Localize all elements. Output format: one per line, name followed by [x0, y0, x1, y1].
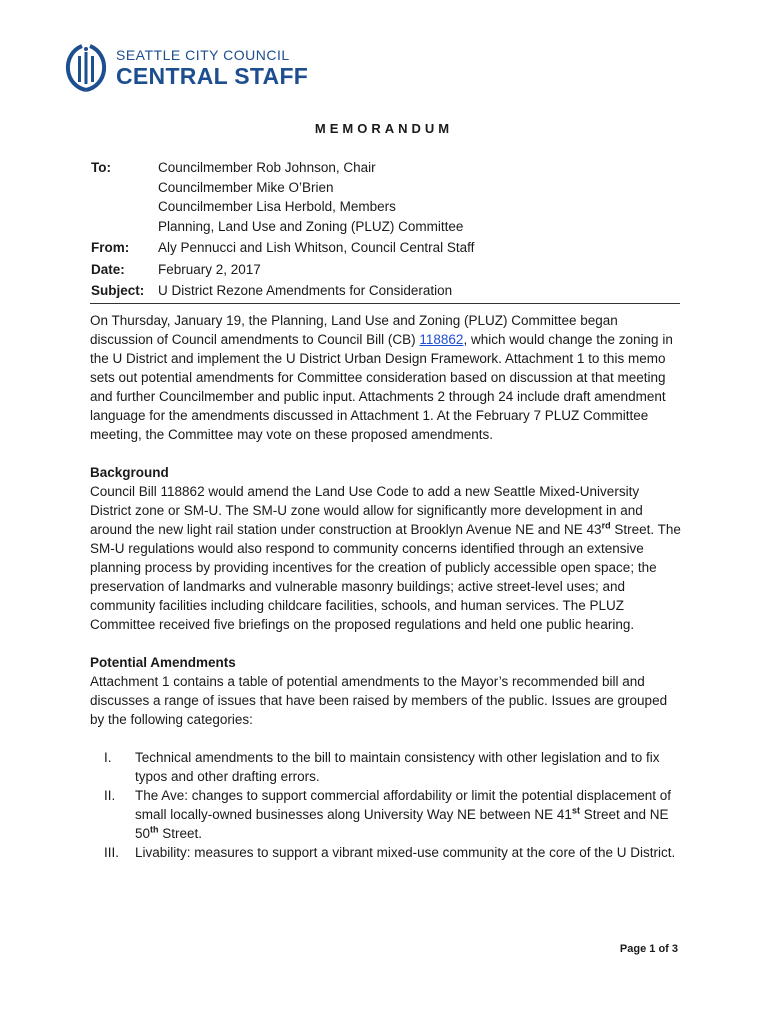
org-name-line1: SEATTLE CITY COUNCIL — [116, 47, 290, 63]
category-list — [90, 748, 682, 862]
to-line: Councilmember Rob Johnson, Chair — [158, 160, 376, 175]
list-text-part: Street. — [158, 826, 203, 841]
date-value: February 2, 2017 — [158, 261, 261, 277]
list-item — [90, 843, 682, 862]
from-label: From: — [91, 240, 130, 255]
ordinal-suffix: rd — [601, 520, 611, 531]
date-label: Date: — [91, 261, 125, 277]
header-divider — [90, 303, 680, 304]
background-paragraph — [90, 482, 682, 634]
subject-value: U District Rezone Amendments for Consideration — [158, 283, 453, 298]
amendments-paragraph: Attachment 1 contains a table of potential amendments to the Mayor’s recommended bill and discusses a range of issues that have been raised by members of the public. Issues are grouped by the following categories: — [90, 674, 668, 727]
list-text: Technical amendments to the bill to maintain consistency with other legislation and to fix typos and other drafting errors. — [135, 750, 660, 784]
to-line: Councilmember Mike O’Brien — [158, 179, 334, 195]
page-number: Page 1 of 3 — [619, 943, 678, 955]
bill-link[interactable]: 118862 — [419, 332, 464, 347]
memo-body — [90, 311, 682, 862]
seattle-seal-icon — [64, 42, 108, 94]
list-text — [135, 786, 682, 843]
list-item — [90, 786, 682, 843]
list-item — [90, 748, 682, 786]
memo-fields — [91, 158, 691, 301]
background-text: Street. The SM-U regulations would also respond to community concerns identified through an extensive planning process by providing incentives for the creation of publicly accessible open space; the preservation of landmarks and vulnerable masonry buildings; active street-level uses; and community facilities including childcare facilities, schools, and human services. The PLUZ Committee received five briefings on the proposed regulations and held one public hearing. — [90, 522, 681, 632]
intro-paragraph — [90, 311, 682, 444]
ordinal-suffix: st — [571, 805, 580, 816]
list-text-part: The Ave: changes to support commercial affordability or limit the potential displacement of small locally-owned businesses along University Way NE between NE 41 — [135, 788, 672, 822]
intro-text: On Thursday, January 19, the Planning, Land Use and Zoning (PLUZ) Committee began discussion of Council amendments to Council Bill (CB) — [90, 313, 618, 347]
subject-label: Subject: — [91, 283, 145, 298]
background-heading: Background — [90, 465, 169, 480]
list-number: I. — [104, 750, 112, 765]
letterhead — [64, 40, 308, 96]
list-text-part: Street and NE 50 — [135, 807, 669, 841]
amendments-heading: Potential Amendments — [90, 655, 236, 670]
to-label: To: — [91, 160, 111, 175]
list-number: III. — [104, 845, 120, 860]
list-number: II. — [104, 788, 116, 803]
from-row — [91, 238, 691, 258]
memo-title: MEMORANDUM — [314, 121, 454, 136]
intro-text: , which would change the zoning in the U District and implement the U District Urban Design Framework. Attachment 1 to this memo sets out potential amendments for Committee consideration based on discussion at that meeting and further Councilmember and public input. Attachments 2 through 24 include draft amendment language for the amendments discussed in Attachment 1. At the February 7 PLUZ Committee meeting, the Committee may vote on these proposed amendments. — [90, 332, 673, 442]
ordinal-suffix: th — [150, 824, 159, 835]
subject-row — [91, 281, 691, 301]
background-text: Council Bill 118862 would amend the Land Use Code to add a new Seattle Mixed-University District zone or SM-U. The SM-U zone would allow for significantly more development in and around the new light rail station under construction at Brooklyn Avenue NE and NE 43 — [90, 484, 643, 537]
to-line: Councilmember Lisa Herbold, Members — [158, 199, 396, 214]
to-line: Planning, Land Use and Zoning (PLUZ) Committee — [158, 218, 464, 234]
to-row — [91, 158, 691, 236]
from-value: Aly Pennucci and Lish Whitson, Council Central Staff — [158, 240, 475, 255]
org-name-line2: CENTRAL STAFF — [116, 63, 309, 89]
list-text: Livability: measures to support a vibrant mixed-use community at the core of the U District. — [135, 845, 676, 860]
date-row — [91, 260, 691, 280]
